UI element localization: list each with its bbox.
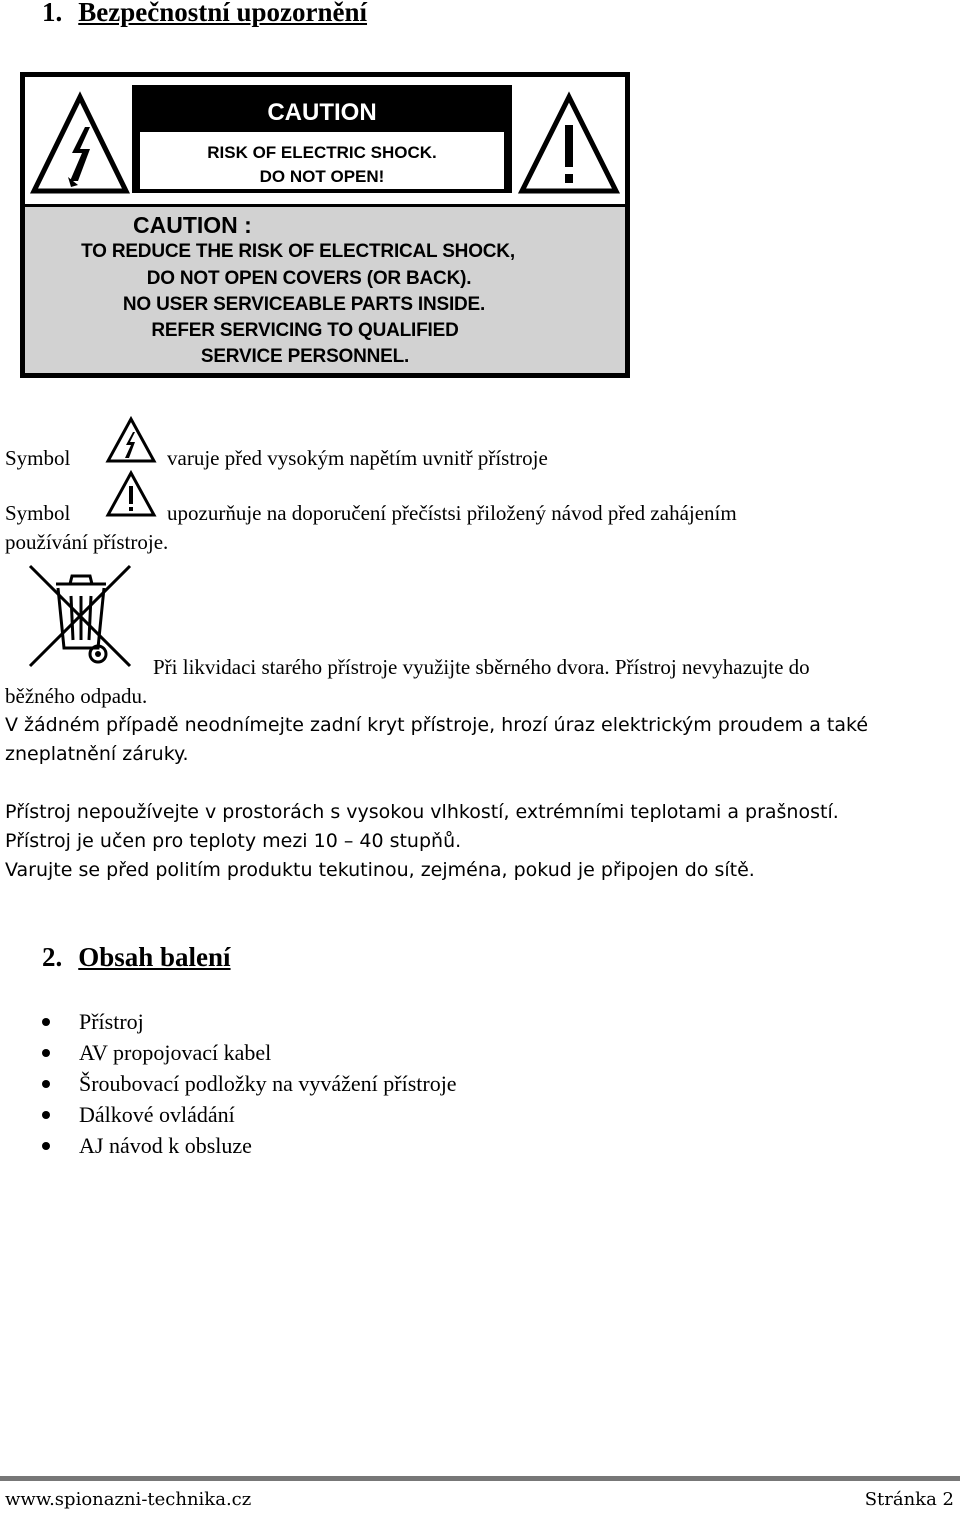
weee-text-line: Při likvidaci starého přístroje využijte sběrného dvora. Přístroj nevyhazujte do [153, 655, 810, 679]
warning-text-line: V žádném případě neodnímejte zadní kryt přístroje, hrozí úraz elektrickým proudem a také [5, 714, 869, 736]
symbol-label: Symbol [5, 501, 71, 525]
list-item: Šroubovací podložky na vyvážení přístroje [0, 1068, 457, 1099]
caution-line: REFER SERVICING TO QUALIFIED [151, 320, 459, 341]
section-title: Obsah balení [78, 942, 231, 972]
list-item: Dálkové ovládání [0, 1099, 457, 1130]
caution-label [20, 72, 630, 378]
caution-banner-line: RISK OF ELECTRIC SHOCK. [207, 143, 437, 162]
symbol-description-continued: používání přístroje. [5, 530, 169, 554]
caution-line: SERVICE PERSONNEL. [200, 346, 410, 367]
footer-page-number: Stránka 2 [864, 1489, 954, 1510]
list-item: Přístroj [0, 1006, 457, 1037]
section-heading-1 [42, 0, 367, 28]
environment-text-line: Přístroj nepoužívejte v prostorách s vysokou vlhkostí, extrémními teplotami a prašností. [5, 801, 839, 823]
weee-text-line: běžného odpadu. [5, 684, 148, 708]
caution-banner-title: CAUTION [267, 99, 377, 126]
symbol-description: varuje před vysokým napětím uvnitř přístroje [167, 446, 548, 470]
crossed-out-bin-icon [26, 562, 136, 672]
section-number: 1. [42, 0, 63, 27]
list-item: AJ návod k obsluze [0, 1130, 457, 1161]
list-item: AV propojovací kabel [0, 1037, 457, 1068]
section-heading-2 [42, 942, 231, 973]
exclamation-warning-icon [105, 470, 157, 518]
caution-banner-line: DO NOT OPEN! [259, 167, 385, 186]
warning-text-line: zneplatnění záruky. [5, 743, 189, 765]
lightning-warning-icon [30, 91, 130, 195]
package-contents-list [0, 1006, 457, 1161]
footer-website: www.spionazni-technika.cz [5, 1489, 252, 1510]
caution-line: NO USER SERVICEABLE PARTS INSIDE. [122, 294, 486, 315]
section-title: Bezpečnostní upozornění [78, 0, 368, 27]
caution-line: DO NOT OPEN COVERS (OR BACK). [146, 268, 472, 289]
symbol-label: Symbol [5, 446, 71, 470]
symbol-description: upozurňuje na doporučení přečístsi přiložený návod před zahájením [167, 501, 737, 525]
footer-divider [0, 1476, 960, 1481]
lightning-warning-icon [105, 416, 157, 464]
caution-lower-title: CAUTION : [133, 212, 252, 238]
environment-text-line: Přístroj je učen pro teploty mezi 10 – 40 stupňů. [5, 830, 462, 852]
environment-text-line: Varujte se před politím produktu tekutinou, zejména, pokud je připojen do sítě. [5, 859, 755, 881]
exclamation-warning-icon [517, 91, 621, 195]
section-number: 2. [42, 942, 63, 972]
caution-line: TO REDUCE THE RISK OF ELECTRICAL SHOCK, [81, 241, 515, 262]
